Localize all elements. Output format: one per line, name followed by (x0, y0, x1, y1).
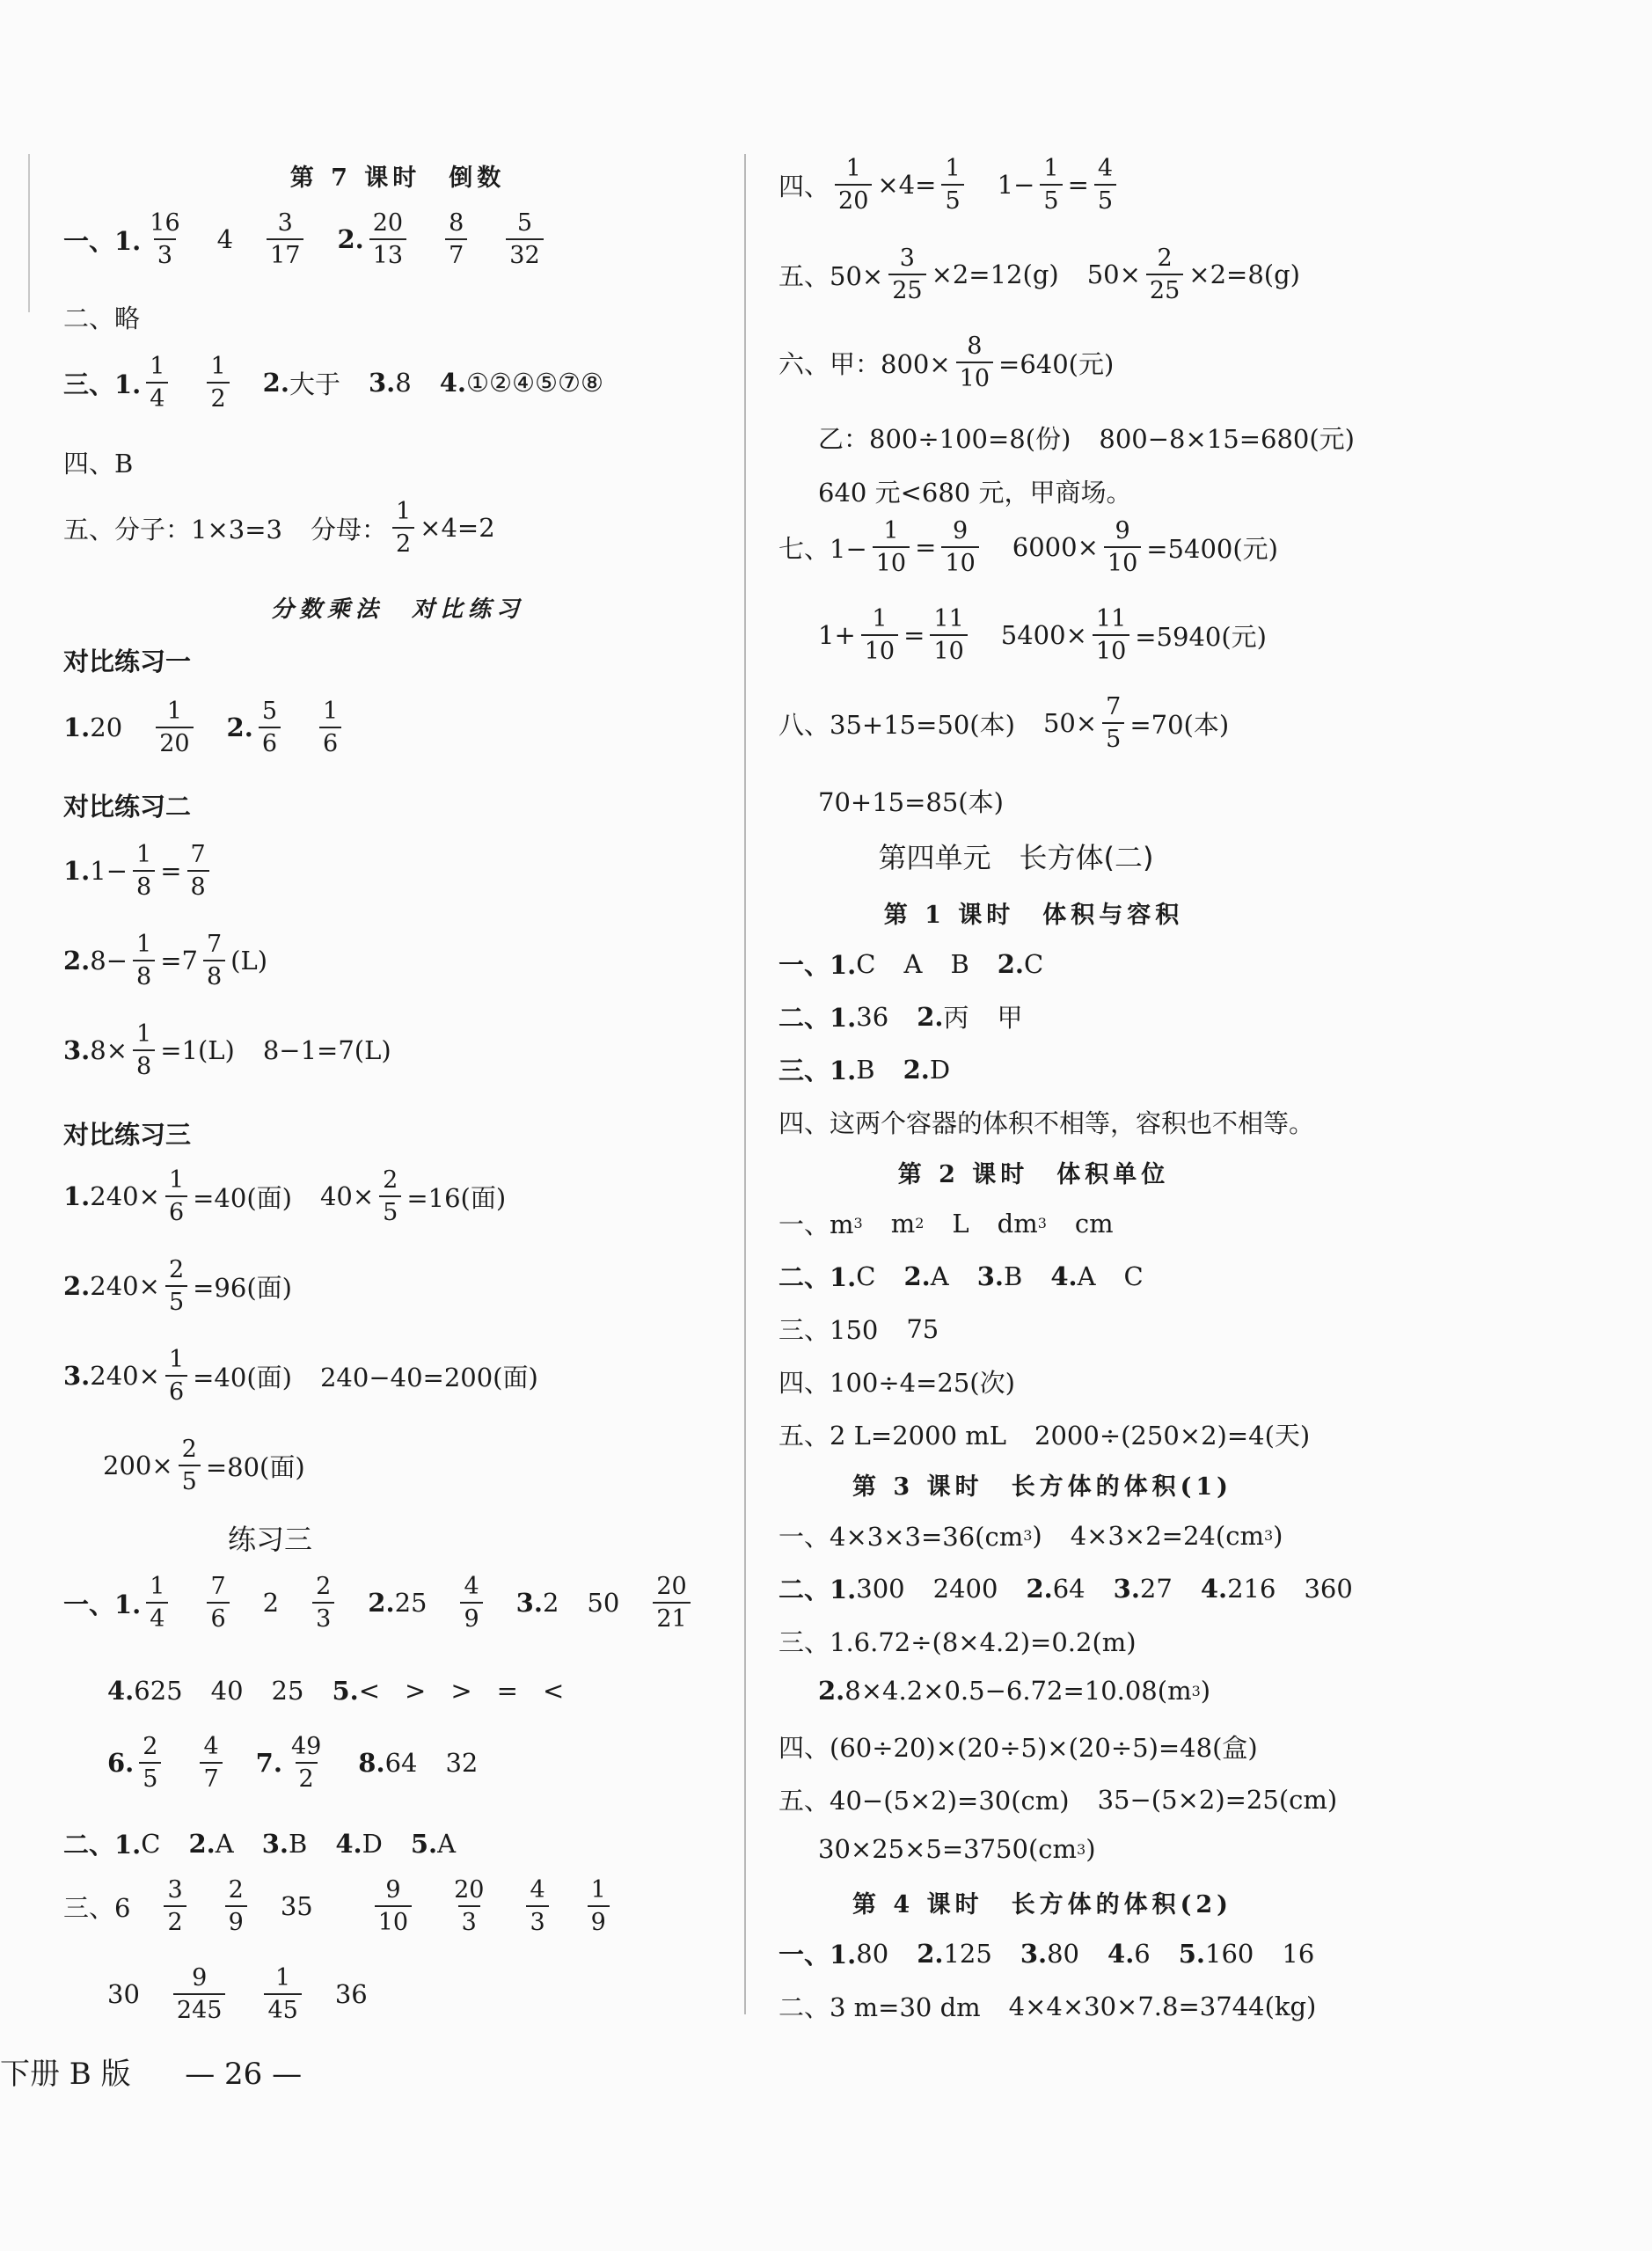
answer-row-5: 五、分子：1×3=3 分母： $\frac{1}{2}$ ×4=2 (63, 498, 495, 558)
page-number: — 26 — (185, 2057, 303, 2092)
practice-3-row-2: 2. 240× $\frac{2}{5}$ =96(面) (63, 1256, 292, 1316)
practice-2-title: 对比练习二 (63, 792, 192, 822)
right-row-1: 四、 $\frac{1}{20}$ ×4= $\frac{1}{5}$ 1− $\frac{1}{5}$ = $\frac{4}{5}$ (778, 157, 1122, 213)
compare-practice-title: 分数乘法 对比练习 (270, 596, 524, 623)
right-row-9: 70+15=85(本) (818, 787, 1004, 817)
u1-row-2: 二、1. 36 2. 丙 甲 (778, 1001, 1023, 1033)
book-edition: 下册 B 版 (0, 2057, 131, 2092)
answer-row-4: 四、B (63, 449, 134, 479)
right-row-2: 五、50× $\frac{3}{25}$ ×2=12(g) 50× $\frac{2}{25}$ ×2=8(g) (778, 245, 1300, 304)
u3-row-5: 四、(60÷20)×(20÷5)×(20÷5)=48(盒) (778, 1733, 1258, 1763)
answer-row-1: 一、1. $\frac{16}{3}$ 4 $\frac{3}{17}$ 2. $\frac{20}{13}$ $\frac{8}{7}$ $\frac{5}{32}$ (63, 211, 549, 267)
lesson-4-title: 第 4 课时 长方体的体积(2) (852, 1891, 1232, 1918)
u2-row-5: 五、2 L=2000 mL 2000÷(250×2)=4(天) (778, 1421, 1311, 1451)
exercise-row-6: 30 $\frac{9}{245}$ $\frac{1}{45}$ 36 (107, 1964, 368, 2024)
column-divider (744, 154, 746, 2014)
margin-mark (28, 154, 30, 312)
exercise-row-2: 4. 625 40 25 5. < > > = < (107, 1676, 565, 1706)
practice-3-title: 对比练习三 (63, 1120, 192, 1150)
practice-2-row-3: 3. 8× $\frac{1}{8}$ =1(L) 8−1=7(L) (63, 1020, 391, 1080)
u3-row-1: 一、4×3×3=36(cm 3 ) 4×3×2=24(cm 3 ) (778, 1520, 1283, 1552)
practice-1-title: 对比练习一 (63, 647, 192, 676)
practice-1-row: 1. 20 $\frac{1}{20}$ 2. $\frac{5}{6}$ $\frac{1}{6}$ (63, 699, 347, 756)
practice-2-row-2: 2. 8− $\frac{1}{8}$ =7 $\frac{7}{8}$ (L) (63, 931, 268, 990)
practice-3-row-1: 1. 240× $\frac{1}{6}$ =40(面) 40× $\frac{2}{5}$ =16(面) (63, 1166, 507, 1226)
lesson-1-title: 第 1 课时 体积与容积 (883, 902, 1184, 929)
exercise-row-5: 三、6 $\frac{3}{2}$ $\frac{2}{9}$ 35 $\frac{9}{10}$ $\frac{20}{3}$ $\frac{4}{3}$ $\frac{1}{9}$ (63, 1878, 615, 1934)
u3-row-3: 三、1.6.72÷(8×4.2)=0.2(m) (778, 1627, 1137, 1657)
u2-row-1: 一、m 3 m 2 L dm 3 cm (778, 1208, 1114, 1239)
lesson-7-title: 第 7 课时 倒数 (289, 164, 506, 192)
u1-row-4: 四、这两个容器的体积不相等，容积也不相等。 (778, 1108, 1315, 1138)
exercise-row-3: 6. $\frac{2}{5}$ $\frac{4}{7}$ 7. $\frac{49}{2}$ 8. 64 32 (107, 1733, 479, 1793)
lesson-3-title: 第 3 课时 长方体的体积(1) (852, 1473, 1232, 1501)
right-row-6: 七、1− $\frac{1}{10}$ = $\frac{9}{10}$ 6000× $\frac{9}{10}$ =5400(元) (778, 517, 1278, 577)
u1-row-1: 一、1. C A B 2. C (778, 948, 1044, 980)
exercise-row-1: 一、1. $\frac{1}{4}$ $\frac{7}{6}$ 2 $\frac{2}{3}$ 2. 25 $\frac{4}{9}$ 3. 2 50 $\frac{20}{21}$ (63, 1575, 696, 1631)
u4-row-2: 二、3 m=30 dm 4×4×30×7.8=3744(kg) (778, 1991, 1317, 2022)
right-row-7: 1+ $\frac{1}{10}$ = $\frac{11}{10}$ 5400× $\frac{11}{10}$ =5940(元) (818, 605, 1267, 665)
u2-row-3: 三、150 75 (778, 1313, 939, 1345)
lesson-2-title: 第 2 课时 体积单位 (897, 1161, 1170, 1188)
u1-row-3: 三、1. B 2. D (778, 1054, 951, 1085)
right-row-4: 乙：800÷100=8(份) 800−8×15=680(元) (818, 424, 1355, 454)
page-footer (0, 2050, 302, 2093)
practice-3-row-3: 3. 240× $\frac{1}{6}$ =40(面) 240−40=200(面) (63, 1346, 538, 1406)
u3-row-6: 五、40−(5×2)=30(cm) 35−(5×2)=25(cm) (778, 1784, 1338, 1816)
exercise-row-4: 二、1. C 2. A 3. B 4. D 5. A (63, 1828, 457, 1860)
exercise-3-title: 练习三 (227, 1523, 312, 1556)
practice-3-row-4: 200× $\frac{2}{5}$ =80(面) (103, 1436, 305, 1495)
answer-row-3: 三、1. $\frac{1}{4}$ $\frac{1}{2}$ 2. 大于 3. 8 4. ①②④⑤⑦⑧ (63, 353, 603, 413)
unit-4-title: 第四单元 长方体(二) (878, 841, 1154, 874)
u2-row-4: 四、100÷4=25(次) (778, 1368, 1015, 1398)
right-row-8: 八、35+15=50(本) 50× $\frac{7}{5}$ =70(本) (778, 693, 1230, 753)
right-row-5: 640 元<680 元，甲商场。 (818, 478, 1132, 508)
answer-row-2: 二、略 (63, 303, 141, 333)
u4-row-1: 一、1. 80 2. 125 3. 80 4. 6 5. 160 16 (778, 1938, 1315, 1970)
u3-row-7: 30×25×5=3750(cm 3 ) (818, 1834, 1096, 1864)
u2-row-2: 二、1. C 2. A 3. B 4. A C (778, 1261, 1144, 1292)
u3-row-2: 二、1. 300 2400 2. 64 3. 27 4. 216 360 (778, 1573, 1353, 1604)
right-row-3: 六、甲：800× $\frac{8}{10}$ =640(元) (778, 333, 1115, 392)
practice-2-row-1: 1. 1− $\frac{1}{8}$ = $\frac{7}{8}$ (63, 843, 215, 899)
u3-row-4: 2. 8×4.2×0.5−6.72=10.08(m 3 ) (818, 1676, 1211, 1706)
